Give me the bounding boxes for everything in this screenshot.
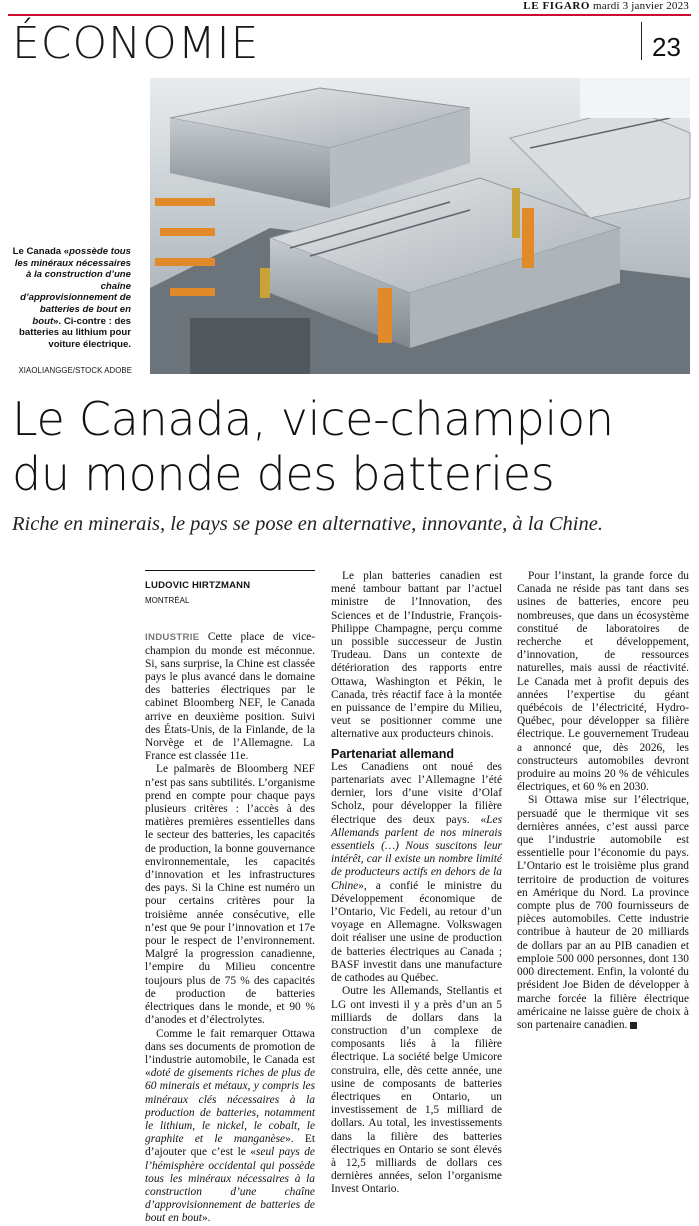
paragraph-text: Cette place de vice-champion du monde est méconnue. Si, sans surprise, la Chine est classée pays le plus avancé dans le domaine des batteries électriques par le cabinet Bloomberg NEF, le Canada arrive en deuxième position. Suivi des États-Unis, de la Finlande, de la Norvège et de l’Allemagne. La France est classée 11e. — [145, 631, 315, 763]
paragraph-text: ». — [201, 1212, 211, 1225]
end-of-article-icon — [630, 1022, 637, 1029]
byline-author: LUDOVIC HIRTZMANN — [145, 570, 315, 592]
caption-rest: ». Ci-contre : des batteries au lithium pour voiture électrique. — [19, 315, 131, 350]
quote-text: seul pays de l’hémisphère occidental qui possède tous les minéraux nécessaires à la construction d’une chaîne d’approvisionnement de batteries de bout en bout — [145, 1146, 315, 1225]
article-headline — [12, 392, 692, 502]
article-paragraph — [517, 794, 689, 1032]
photo-credit: XIAOLIANGGE/STOCK ADOBE — [18, 366, 132, 375]
paragraph-text: Les Canadiens ont noué des partenariats avec l’Allemagne l’été dernier, lors d’une visite d’Olaf Scholz, pour développer la filière électrique des deux pays. « — [331, 760, 502, 826]
article-standfirst: Riche en minerais, le pays se pose en alternative, innovante, à la Chine. — [12, 513, 603, 535]
battery-pack-illustration — [150, 78, 690, 374]
paragraph-text: ». Et d’ajouter que c’est le « — [145, 1133, 315, 1159]
article-paragraph: Outre les Allemands, Stellantis et LG ont investi il y a près d’un an 5 milliards de dollars dans la construction d’un complexe de composants liés à la filière électrique. La société belge Umicore construira, elle, dès cette année, une usine de composants de batteries électriques en Ontario, un investissement de 1,5 milliard de dollars. Au total, les investissements dans la filière des batteries électriques en Ontario se sont élevés à 12,5 milliards de dollars ces dernières années, selon l’organisme Invest Ontario. — [331, 985, 502, 1196]
article-paragraph — [331, 761, 502, 985]
page-number: 23 — [652, 32, 681, 62]
article-paragraph — [145, 631, 315, 763]
article-subhead: Partenariat allemand — [331, 746, 454, 761]
masthead-bar — [0, 0, 699, 14]
top-accent-rule — [8, 14, 691, 16]
paragraph-text: Si Ottawa mise sur l’électrique, persuadé que le thermique vit ses dernières années, c’est aussi parce que l’industrie automobile est essentielle pour l’économie du pays. L’Ontario est le troisième plus grand territoire de production de voitures en Amérique du Nord. La province compte plus de 700 fournisseurs de pièces automobiles. Cette industrie contribue à hauteur de 20 milliards de dollars par an au PIB canadien et emploie 500 000 personnes, dont 130 000 directement. Enfin, la volonté du président Joe Biden de développer à marche forcée la filière électrique américaine ne laisse guère de choix à son partenaire canadien. — [517, 794, 689, 1031]
lead-word: INDUSTRIE — [145, 632, 200, 644]
article-paragraph: Le palmarès de Bloomberg NEF n’est pas sans subtilités. L’organisme prend en compte pour chaque pays plusieurs critères : l’accès à des matières premières essentielles dans le secteur des batteries, les capacités de production, la bonne gouvernance environnementale, les capacités d’innovation et les infrastructures des pays. Si la Chine est numéro un pour certains critères pour la troisième année consécutive, elle n’est que 9e pour l’innovation et 17e pour le respect de l’environnement. Malgré la progression canadienne, l’empire du Milieu concentre toujours plus de 75 % des capacités de production de batteries électriques dans le monde, et 90 % d’anodes et d’électrolytes. — [145, 763, 315, 1027]
article-column-2 — [331, 570, 502, 1197]
article-column-3 — [517, 570, 689, 1032]
battery-pack-photo — [150, 78, 690, 374]
caption-quote: possède tous les minéraux nécessaires à la construction d’une chaîne d’approvisionnement de batteries de bout en bout — [14, 246, 131, 327]
headline-line-2: du monde des batteries — [12, 447, 555, 501]
page-number-divider — [641, 22, 642, 60]
article-paragraph — [145, 1028, 315, 1226]
paragraph-text: Comme le fait remarquer Ottawa dans ses documents de promotion de l’industrie automobile, le Canada est « — [145, 1027, 315, 1080]
masthead — [523, 0, 689, 12]
article-paragraph: Pour l’instant, la grande force du Canada ne réside pas tant dans ses usines de batteries, encore peu nombreuses, que dans un écosystème constitué de laboratoires de recherche et développement, d’innovation, de ressources naturelles, mais aussi de réactivité. Le Canada met à profit depuis des années l’expertise du géant québécois de l’électricité, Hydro-Québec, pour développer sa filière électrique. Le gouvernement Trudeau a annoncé que, dès 2026, les constructeurs automobiles devront produire au moins 20 % de véhicules électriques, et 60 % en 2030. — [517, 570, 689, 794]
quote-text: doté de gisements riches de plus de 60 minerais et métaux, y compris les minéraux clés nécessaires à la production de batteries, notamment le lithium, le nickel, le cobalt, le graphite et le manganèse — [145, 1067, 315, 1146]
byline-location: MONTRÉAL — [145, 596, 190, 606]
issue-date: mardi 3 janvier 2023 — [593, 0, 689, 12]
quote-text: Les Allemands parlent de nos minerais essentiels (…) Nous suscitons leur intérêt, car il existe un nombre limité de producteurs actifs en dehors de la Chine — [331, 813, 502, 892]
paragraph-text: », a confié le ministre du Développement économique de l’Ontario, Vic Fedeli, au retour d’un voyage en Allemagne. Volkswagen doit réaliser une usine de production de batteries électriques au Canada ; BASF investit dans une manufacture de cathodes au Québec. — [331, 879, 502, 985]
newspaper-logo: LE FIGARO — [523, 0, 591, 12]
section-title: ÉCONOMIE — [12, 18, 260, 69]
article-paragraph: Le plan batteries canadien est mené tambour battant par l’actuel ministre de l’Innovation, des Sciences et de l’Industrie, François-Philippe Champagne, perçu comme un possible successeur de Justin Trudeau. Dans un contexte de détérioration des rapports entre Ottawa, Washington et Pékin, le Canada, très réactif face à la montée en puissance de l’empire du Milieu, veut se positionner comme une alternative aux producteurs chinois. — [331, 570, 502, 741]
headline-line-1: Le Canada, vice-champion — [12, 392, 614, 446]
photo-caption — [10, 246, 131, 350]
caption-intro: Le Canada « — [12, 246, 70, 257]
article-column-1 — [145, 570, 315, 1226]
